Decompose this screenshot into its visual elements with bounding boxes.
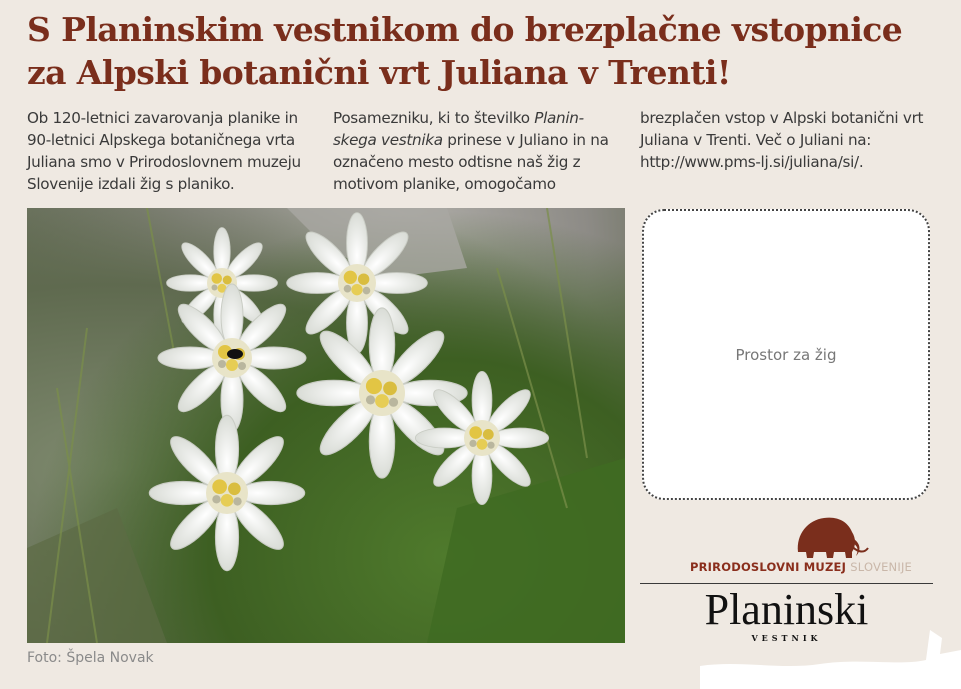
text-column-1: Ob 120-letnici zavarovanja planike in 90-letnici Alpskega botaničnega vrta Juliana smo v Prirodoslovnem muzeju Slovenije izdali žig s planiko. [27,109,301,193]
text-column-2-end: prinese v Juliano in na označeno mesto odtisne naš žig z motivom planike, omogočamo [333,131,609,193]
photo-credit: Foto: Špela Novak [27,650,154,666]
museum-name-bold: PRIRODOSLOVNI MUZEJ [690,560,847,574]
text-column-2 [333,107,623,195]
torn-paper-decoration [700,630,961,689]
text-column-2-start: Posamezniku, ki to številko [333,109,535,127]
magazine-logo: Planinski [704,585,869,634]
stamp-box-label: Prostor za žig [735,345,837,364]
text-column-3: brezplačen vstop v Alpski botanični vrt Juliana v Trenti. Več o Juliani na: http://www.pms-lj.si/juliana/si/. [640,109,924,171]
edelweiss-illustration [27,208,625,643]
museum-name-faint: SLOVENIJE [850,560,912,574]
museum-logo [640,512,933,584]
stamp-box [642,209,930,500]
divider [640,583,933,584]
magazine-name-italic: Planin-skega vestnika [333,109,584,149]
museum-name [690,560,912,574]
mammoth-icon [790,512,870,562]
edelweiss-photo [27,208,625,643]
page-title: S Planinskim vestnikom do brezplačne vstopnice za Alpski botanični vrt Juliana v Trenti! [27,10,903,92]
magazine-logo-subtitle: VESTNIK [751,633,822,643]
